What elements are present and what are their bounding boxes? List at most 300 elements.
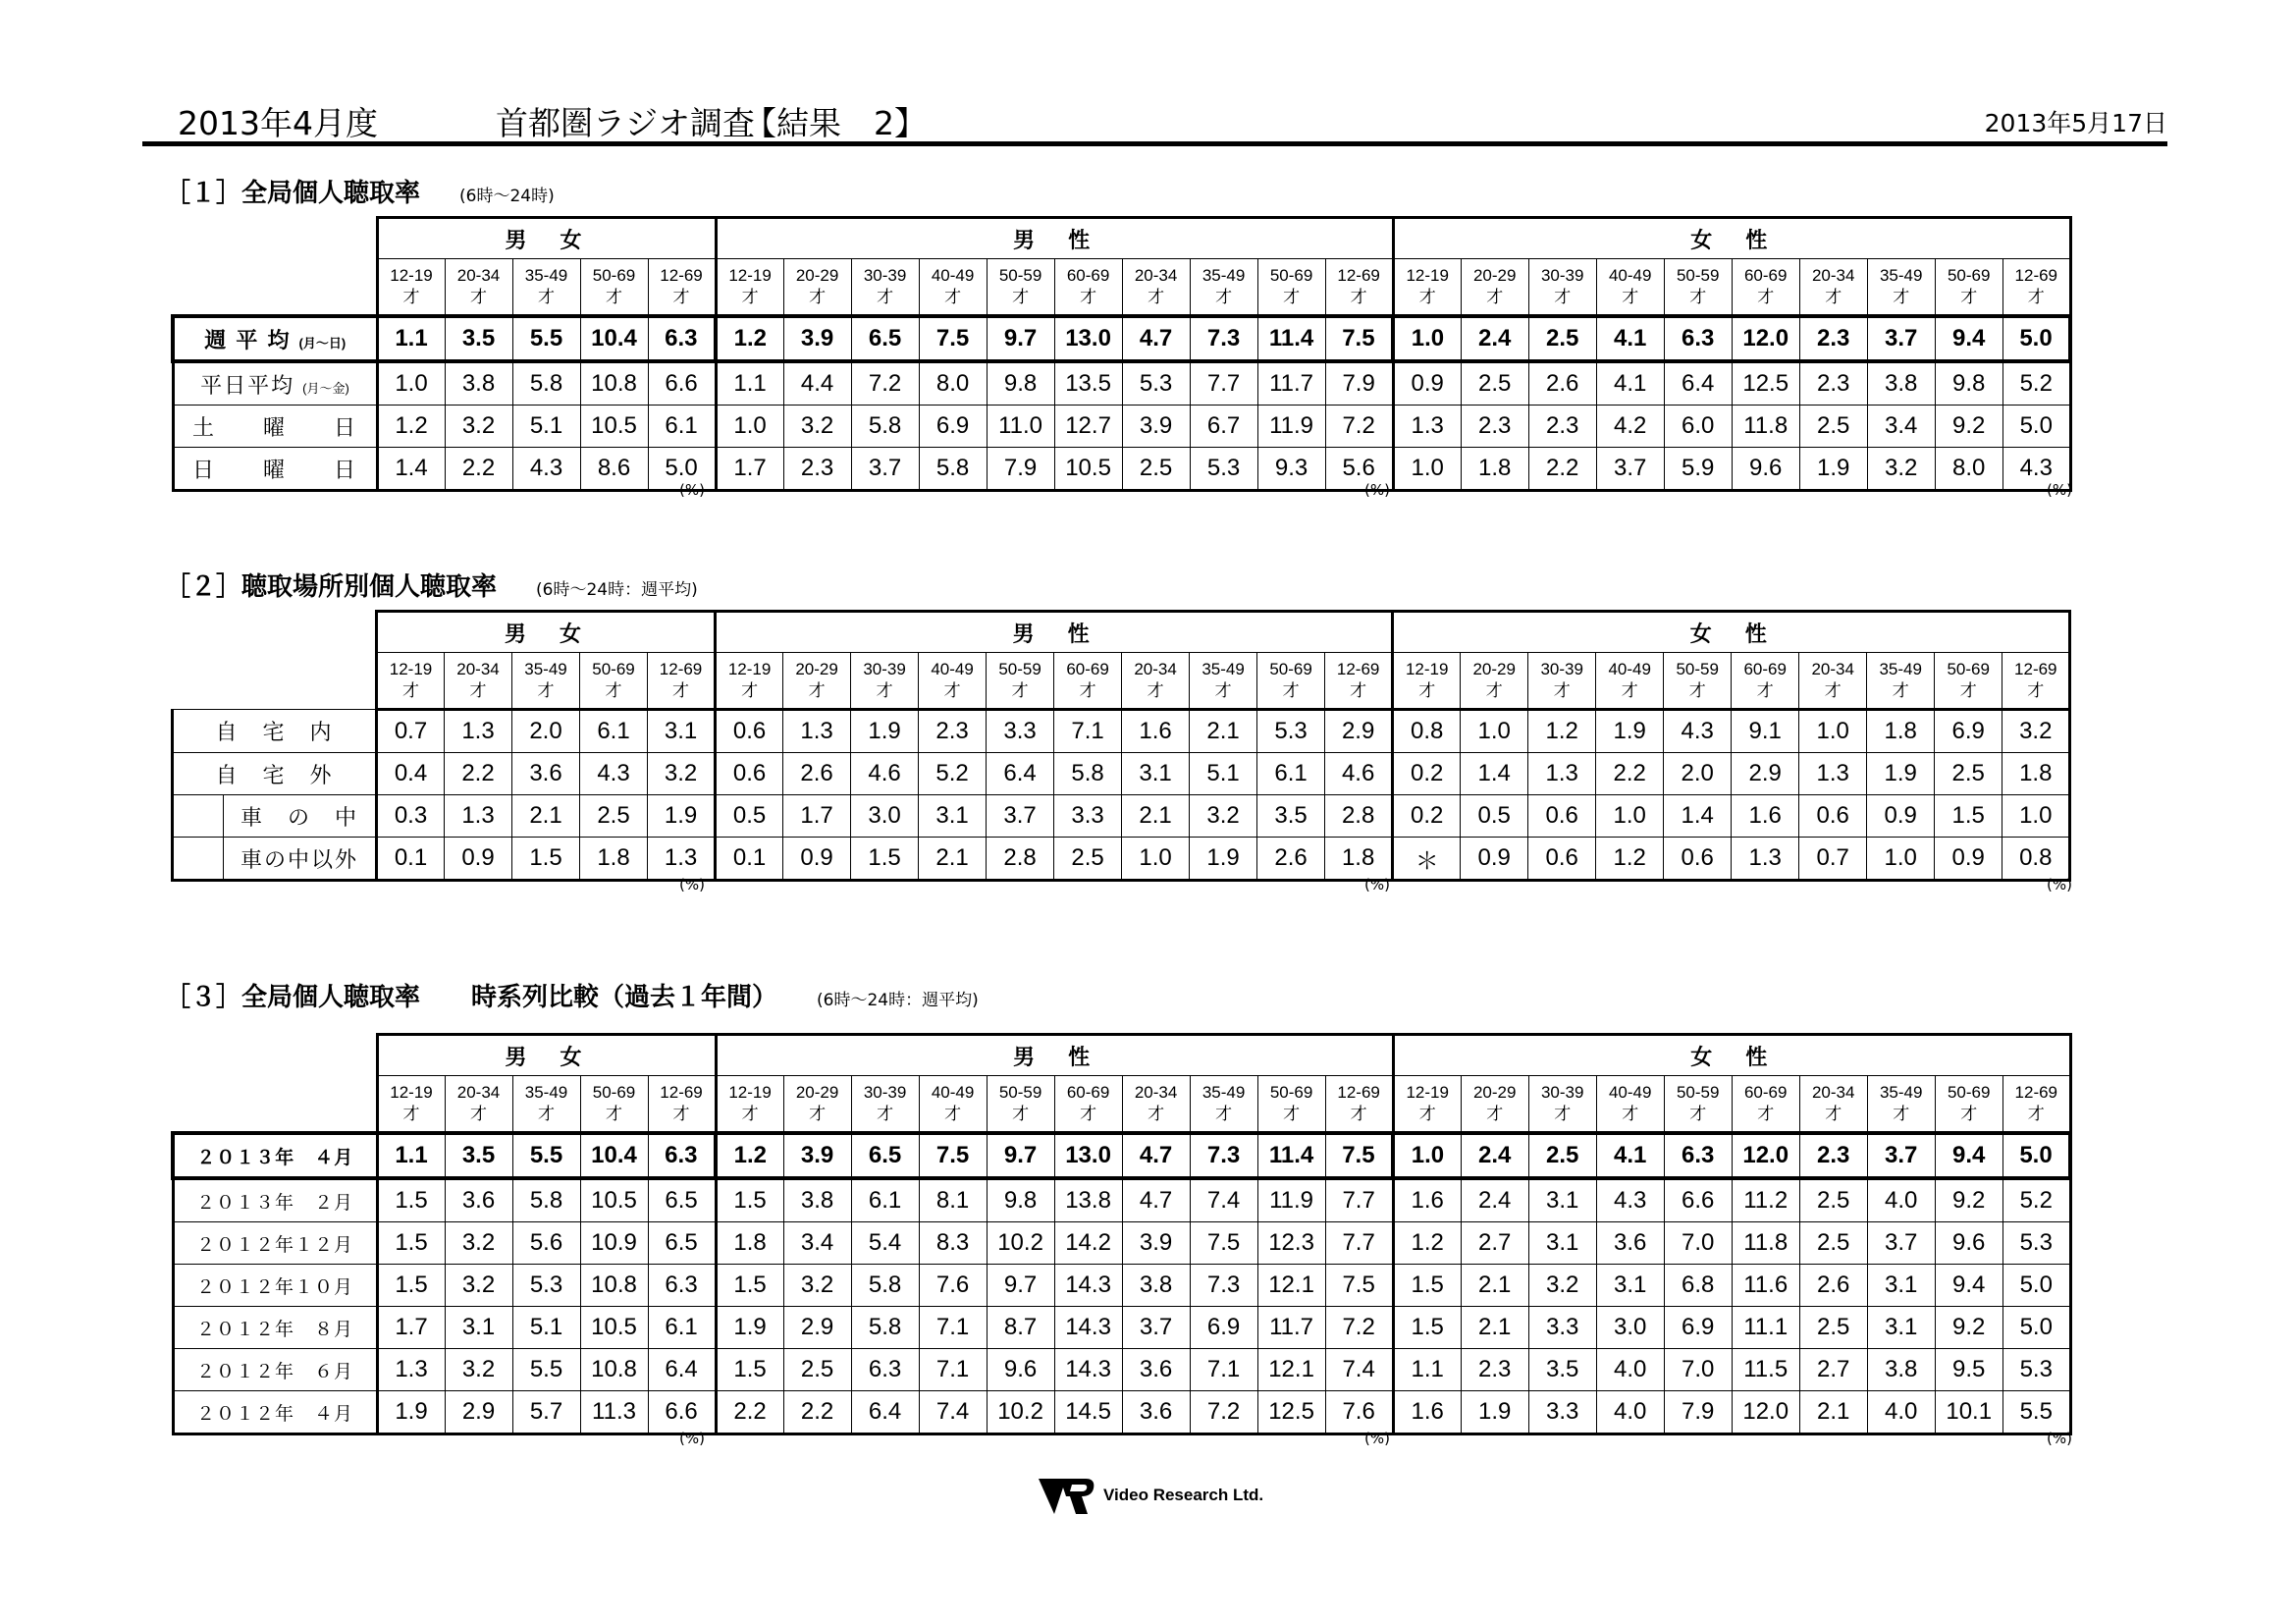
age-range: 12-19 [727, 660, 772, 678]
value-cell: 9.4 [1935, 1133, 2002, 1178]
age-header-male-7 [1190, 259, 1257, 317]
row-label-text: 車の中以外 [223, 838, 375, 879]
value-cell: ＊ [1393, 838, 1461, 881]
age-suffix: 才 [1688, 681, 1706, 700]
age-suffix: 才 [1689, 1105, 1707, 1123]
pct-label-3c: (%) [2047, 1430, 2072, 1447]
age-header-all-0 [377, 259, 445, 317]
age-suffix: 才 [1215, 288, 1233, 306]
value-cell: 5.2 [2002, 361, 2070, 406]
row-label-text: ２０１３年 ４月 [196, 1147, 354, 1168]
value-cell: 5.7 [512, 1391, 580, 1434]
section3-table [171, 1033, 2072, 1435]
value-cell: 5.0 [2002, 1265, 2070, 1307]
value-cell: 8.1 [919, 1178, 987, 1222]
age-suffix: 才 [944, 1105, 962, 1123]
row-label [173, 1307, 377, 1349]
age-header-female-5 [1732, 653, 1799, 710]
age-suffix: 才 [402, 1105, 420, 1123]
row-label-text: 車 の 中 [223, 795, 375, 837]
value-cell: 1.2 [1393, 1222, 1461, 1265]
value-cell: 7.4 [1325, 1349, 1393, 1391]
value-cell: 14.3 [1054, 1307, 1122, 1349]
value-cell: 1.0 [1393, 316, 1461, 361]
value-cell: 2.6 [1257, 838, 1325, 881]
age-range: 12-69 [1337, 266, 1380, 285]
value-cell: 5.2 [2002, 1178, 2070, 1222]
value-cell: 6.3 [1664, 1133, 1732, 1178]
value-cell: 4.3 [1596, 1178, 1664, 1222]
value-cell: 2.1 [919, 838, 987, 881]
value-cell: 0.9 [1393, 361, 1461, 406]
value-cell: 6.0 [1664, 406, 1732, 448]
value-cell: 3.3 [1528, 1307, 1596, 1349]
age-header-female-8 [1935, 1076, 2002, 1134]
age-suffix: 才 [1825, 288, 1842, 306]
value-cell: 0.9 [1867, 795, 1935, 838]
value-cell: 2.3 [1799, 361, 1867, 406]
age-suffix: 才 [538, 1105, 555, 1123]
value-cell: 12.7 [1054, 406, 1122, 448]
value-cell: 3.7 [1122, 1307, 1190, 1349]
value-cell: 1.0 [1461, 710, 1528, 753]
table-row [173, 448, 2070, 491]
value-cell: 4.3 [580, 753, 648, 795]
age-header-female-4 [1664, 653, 1732, 710]
value-cell: 5.5 [512, 316, 580, 361]
value-cell: 5.8 [919, 448, 987, 491]
table-row [173, 838, 2070, 881]
age-suffix: 才 [1757, 1105, 1775, 1123]
value-cell: 2.9 [1732, 753, 1799, 795]
section2-title: ［２］聴取場所別個人聴取率 (6時～24時：週平均) [165, 572, 698, 602]
value-cell: 1.0 [1596, 795, 1664, 838]
age-header-male-3 [919, 1076, 987, 1134]
pct-label-1c: (%) [2047, 481, 2072, 499]
value-cell: 2.9 [445, 1391, 512, 1434]
value-cell: 2.5 [1528, 316, 1596, 361]
value-cell: 6.9 [919, 406, 987, 448]
age-header-all-2 [512, 653, 580, 710]
age-range: 50-69 [1269, 660, 1312, 678]
age-range: 12-69 [2014, 660, 2057, 678]
row-label-text: ２０１２年１２月 [195, 1234, 353, 1256]
value-cell: 0.4 [377, 753, 445, 795]
age-header-female-2 [1528, 1076, 1596, 1134]
value-cell: 1.8 [1867, 710, 1935, 753]
value-cell: 0.9 [1935, 838, 2002, 881]
value-cell: 1.8 [716, 1222, 783, 1265]
table-row [173, 795, 2070, 838]
value-cell: 0.3 [377, 795, 445, 838]
value-cell: 10.9 [580, 1222, 648, 1265]
value-cell: 2.1 [1461, 1265, 1528, 1307]
value-cell: 5.3 [1190, 448, 1257, 491]
value-cell: 11.9 [1257, 1178, 1325, 1222]
value-cell: 10.8 [580, 1349, 648, 1391]
age-suffix: 才 [1486, 1105, 1504, 1123]
table-row [173, 1391, 2070, 1434]
table-row [173, 1265, 2070, 1307]
value-cell: 0.2 [1393, 795, 1461, 838]
value-cell: 3.9 [1122, 1222, 1190, 1265]
value-cell: 0.9 [1461, 838, 1528, 881]
age-range: 50-69 [1269, 1083, 1313, 1102]
value-cell: 4.0 [1867, 1178, 1935, 1222]
value-cell: 3.1 [445, 1307, 512, 1349]
age-range: 35-49 [524, 660, 567, 678]
age-header-male-9 [1325, 653, 1393, 710]
value-cell: 9.7 [987, 316, 1054, 361]
value-cell: 1.3 [648, 838, 716, 881]
age-suffix: 才 [1554, 288, 1572, 306]
value-cell: 9.2 [1935, 1307, 2002, 1349]
age-suffix: 才 [1893, 288, 1910, 306]
value-cell: 7.7 [1190, 361, 1257, 406]
value-cell: 4.0 [1867, 1391, 1935, 1434]
value-cell: 7.2 [1325, 406, 1393, 448]
blank-corner [173, 612, 377, 653]
value-cell: 4.1 [1596, 361, 1664, 406]
value-cell: 5.8 [851, 406, 919, 448]
value-cell: 3.7 [1867, 1133, 1935, 1178]
value-cell: 2.1 [1190, 710, 1257, 753]
value-cell: 2.2 [716, 1391, 783, 1434]
age-range: 20-34 [1811, 266, 1855, 285]
age-suffix: 才 [1756, 681, 1774, 700]
table-row [173, 710, 2070, 753]
age-suffix: 才 [1283, 1105, 1301, 1123]
age-suffix: 才 [672, 1105, 690, 1123]
age-header-female-3 [1596, 259, 1664, 317]
value-cell: 7.2 [1325, 1307, 1393, 1349]
age-suffix: 才 [1622, 1105, 1639, 1123]
value-cell: 1.3 [445, 710, 512, 753]
value-cell: 6.5 [648, 1178, 716, 1222]
value-cell: 3.2 [445, 406, 512, 448]
value-cell: 2.1 [1122, 795, 1190, 838]
age-range: 12-69 [659, 660, 703, 678]
value-cell: 5.0 [2002, 406, 2070, 448]
company-name: Video Research Ltd. [1103, 1486, 1264, 1504]
value-cell: 11.3 [580, 1391, 648, 1434]
age-suffix: 才 [605, 681, 622, 700]
row-label-text: 週 平 均 [204, 327, 292, 352]
age-suffix: 才 [2027, 288, 2045, 306]
row-label [173, 361, 377, 406]
value-cell: 3.1 [1867, 1265, 1935, 1307]
age-header-female-2 [1528, 259, 1596, 317]
value-cell: 4.2 [1596, 406, 1664, 448]
row-label-text: 平日平均 [200, 372, 295, 398]
value-cell: 10.5 [1054, 448, 1122, 491]
value-cell: 0.6 [1528, 795, 1596, 838]
row-label-text: 土 曜 日 [191, 414, 357, 440]
value-cell: 6.5 [851, 1133, 919, 1178]
age-header-female-1 [1461, 259, 1528, 317]
age-header-male-2 [851, 259, 919, 317]
value-cell: 3.2 [445, 1222, 512, 1265]
value-cell: 3.6 [1122, 1391, 1190, 1434]
age-suffix: 才 [402, 681, 419, 700]
value-cell: 3.0 [1596, 1307, 1664, 1349]
value-cell: 3.9 [1122, 406, 1190, 448]
value-cell: 3.5 [445, 316, 512, 361]
age-suffix: 才 [808, 681, 826, 700]
value-cell: 14.5 [1054, 1391, 1122, 1434]
value-cell: 7.5 [1325, 1265, 1393, 1307]
age-header-female-6 [1799, 1076, 1867, 1134]
value-cell: 6.1 [648, 406, 716, 448]
age-range: 30-39 [1540, 1083, 1584, 1102]
age-suffix: 才 [2027, 1105, 2045, 1123]
value-cell: 2.0 [1664, 753, 1732, 795]
row-label [173, 1349, 377, 1391]
value-cell: 14.3 [1054, 1265, 1122, 1307]
value-cell: 3.5 [445, 1133, 512, 1178]
value-cell: 1.0 [377, 361, 445, 406]
value-cell: 3.2 [445, 1349, 512, 1391]
pct-label-3a: (%) [679, 1430, 705, 1447]
value-cell: 10.5 [580, 1307, 648, 1349]
value-cell: 6.1 [851, 1178, 919, 1222]
age-range: 40-49 [1608, 266, 1652, 285]
age-header-all-1 [445, 653, 512, 710]
age-suffix: 才 [943, 681, 961, 700]
age-range: 50-59 [1676, 266, 1720, 285]
age-range: 40-49 [931, 1083, 975, 1102]
pct-label-1b: (%) [1364, 481, 1390, 499]
age-header-male-2 [851, 653, 919, 710]
age-header-female-6 [1799, 259, 1867, 317]
value-cell: 2.5 [1799, 406, 1867, 448]
age-range: 35-49 [1879, 660, 1922, 678]
age-suffix: 才 [1893, 1105, 1910, 1123]
age-suffix: 才 [672, 288, 690, 306]
age-suffix: 才 [1757, 288, 1775, 306]
value-cell: 1.5 [851, 838, 919, 881]
age-header-male-3 [919, 259, 987, 317]
age-range: 60-69 [1743, 1083, 1788, 1102]
value-cell: 12.5 [1257, 1391, 1325, 1434]
value-cell: 0.6 [1799, 795, 1867, 838]
age-range: 12-19 [728, 266, 772, 285]
age-range: 12-69 [660, 266, 703, 285]
age-suffix: 才 [537, 681, 555, 700]
age-range: 20-34 [456, 1083, 501, 1102]
value-cell: 5.0 [2002, 1133, 2070, 1178]
age-header-male-0 [716, 653, 783, 710]
value-cell: 6.6 [1664, 1178, 1732, 1222]
value-cell: 6.8 [1664, 1265, 1732, 1307]
value-cell: 14.3 [1054, 1349, 1122, 1391]
value-cell: 4.6 [1325, 753, 1393, 795]
age-header-male-6 [1122, 1076, 1190, 1134]
value-cell: 7.5 [1190, 1222, 1257, 1265]
age-header-male-7 [1190, 653, 1257, 710]
value-cell: 7.1 [1190, 1349, 1257, 1391]
value-cell: 5.0 [648, 448, 716, 491]
age-header-male-6 [1122, 259, 1190, 317]
value-cell: 7.1 [1054, 710, 1122, 753]
age-range: 12-19 [1406, 266, 1449, 285]
age-range: 30-39 [863, 1083, 907, 1102]
age-range: 12-19 [389, 660, 433, 678]
value-cell: 2.8 [1325, 795, 1393, 838]
value-cell: 2.3 [783, 448, 851, 491]
value-cell: 1.5 [1393, 1265, 1461, 1307]
age-suffix: 才 [1622, 288, 1639, 306]
value-cell: 7.1 [919, 1349, 987, 1391]
value-cell: 7.3 [1190, 1265, 1257, 1307]
value-cell: 1.7 [716, 448, 783, 491]
age-header-all-4 [648, 259, 716, 317]
value-cell: 5.1 [1190, 753, 1257, 795]
value-cell: 2.4 [1461, 1133, 1528, 1178]
value-cell: 5.3 [1122, 361, 1190, 406]
value-cell: 4.3 [512, 448, 580, 491]
group-header-female: 女 性 [1393, 612, 2070, 653]
value-cell: 1.5 [716, 1349, 783, 1391]
value-cell: 1.1 [377, 1133, 445, 1178]
age-range: 35-49 [1201, 660, 1245, 678]
value-cell: 13.0 [1054, 1133, 1122, 1178]
value-cell: 1.3 [1528, 753, 1596, 795]
value-cell: 1.3 [1393, 406, 1461, 448]
value-cell: 2.5 [1799, 1307, 1867, 1349]
value-cell: 2.9 [1325, 710, 1393, 753]
value-cell: 2.3 [1799, 1133, 1867, 1178]
value-cell: 6.5 [648, 1222, 716, 1265]
age-suffix: 才 [1283, 288, 1301, 306]
age-range: 35-49 [524, 1083, 568, 1102]
value-cell: 2.8 [987, 838, 1054, 881]
table-row [173, 1222, 2070, 1265]
age-header-male-4 [987, 653, 1054, 710]
value-cell: 7.9 [987, 448, 1054, 491]
age-header-female-4 [1664, 259, 1732, 317]
row-label [173, 1178, 377, 1222]
value-cell: 0.5 [716, 795, 783, 838]
value-cell: 7.2 [1190, 1391, 1257, 1434]
value-cell: 3.4 [783, 1222, 851, 1265]
age-range: 20-34 [456, 266, 501, 285]
value-cell: 2.5 [580, 795, 648, 838]
age-suffix: 才 [1825, 1105, 1842, 1123]
age-suffix: 才 [1960, 1105, 1978, 1123]
value-cell: 1.6 [1122, 710, 1190, 753]
value-cell: 4.7 [1122, 1178, 1190, 1222]
age-range: 50-59 [1676, 660, 1719, 678]
value-cell: 2.3 [1461, 1349, 1528, 1391]
value-cell: 7.9 [1664, 1391, 1732, 1434]
value-cell: 7.6 [1325, 1391, 1393, 1434]
value-cell: 0.6 [716, 753, 783, 795]
value-cell: 9.8 [987, 361, 1054, 406]
value-cell: 1.0 [1799, 710, 1867, 753]
age-suffix: 才 [1148, 1105, 1165, 1123]
value-cell: 0.7 [1799, 838, 1867, 881]
age-header-male-5 [1054, 653, 1122, 710]
value-cell: 5.0 [2002, 1307, 2070, 1349]
value-cell: 7.3 [1190, 316, 1257, 361]
value-cell: 5.1 [512, 406, 580, 448]
value-cell: 0.1 [716, 838, 783, 881]
age-header-all-0 [377, 653, 445, 710]
pct-label-3b: (%) [1364, 1430, 1390, 1447]
age-range: 60-69 [1066, 660, 1109, 678]
row-label [173, 753, 377, 795]
value-cell: 1.4 [377, 448, 445, 491]
value-cell: 3.1 [1596, 1265, 1664, 1307]
section3-title: ［３］全局個人聴取率 時系列比較（過去１年間） (6時～24時：週平均) [165, 983, 979, 1012]
value-cell: 0.7 [377, 710, 445, 753]
value-cell: 1.0 [1867, 838, 1935, 881]
row-label-text: 自 宅 外 [215, 762, 334, 787]
value-cell: 6.3 [851, 1349, 919, 1391]
value-cell: 1.5 [1935, 795, 2002, 838]
value-cell: 3.0 [851, 795, 919, 838]
value-cell: 4.1 [1596, 1133, 1664, 1178]
value-cell: 3.8 [1122, 1265, 1190, 1307]
age-suffix: 才 [876, 681, 893, 700]
age-suffix: 才 [944, 288, 962, 306]
table-row [173, 361, 2070, 406]
row-label [173, 1391, 377, 1434]
value-cell: 0.9 [445, 838, 512, 881]
value-cell: 2.4 [1461, 1178, 1528, 1222]
value-cell: 3.2 [783, 1265, 851, 1307]
age-suffix: 才 [1553, 681, 1571, 700]
value-cell: 1.2 [1596, 838, 1664, 881]
value-cell: 1.2 [1528, 710, 1596, 753]
value-cell: 12.0 [1732, 1391, 1799, 1434]
value-cell: 2.7 [1461, 1222, 1528, 1265]
value-cell: 3.3 [1054, 795, 1122, 838]
age-suffix: 才 [1689, 288, 1707, 306]
value-cell: 5.5 [512, 1133, 580, 1178]
value-cell: 7.3 [1190, 1133, 1257, 1178]
value-cell: 12.1 [1257, 1265, 1325, 1307]
age-range: 12-19 [1405, 660, 1449, 678]
value-cell: 1.2 [716, 1133, 783, 1178]
age-range: 50-59 [998, 1083, 1042, 1102]
age-suffix: 才 [1079, 681, 1096, 700]
value-cell: 2.5 [1935, 753, 2002, 795]
value-cell: 6.9 [1190, 1307, 1257, 1349]
value-cell: 1.5 [1393, 1307, 1461, 1349]
value-cell: 8.7 [987, 1307, 1054, 1349]
row-label-text: ２０１３年 ２月 [195, 1192, 353, 1214]
value-cell: 12.0 [1732, 1133, 1799, 1178]
age-range: 20-34 [1134, 660, 1177, 678]
value-cell: 11.4 [1257, 1133, 1325, 1178]
age-range: 30-39 [1540, 660, 1583, 678]
value-cell: 1.7 [377, 1307, 445, 1349]
age-range: 40-49 [931, 266, 975, 285]
value-cell: 1.0 [1393, 448, 1461, 491]
age-suffix: 才 [809, 288, 827, 306]
value-cell: 1.9 [1799, 448, 1867, 491]
value-cell: 11.8 [1732, 406, 1799, 448]
value-cell: 7.4 [1190, 1178, 1257, 1222]
value-cell: 2.1 [1461, 1307, 1528, 1349]
age-range: 50-69 [592, 1083, 636, 1102]
value-cell: 1.6 [1732, 795, 1799, 838]
report-title: 首都圏ラジオ調査 [496, 104, 755, 142]
value-cell: 1.5 [377, 1265, 445, 1307]
value-cell: 13.0 [1054, 316, 1122, 361]
